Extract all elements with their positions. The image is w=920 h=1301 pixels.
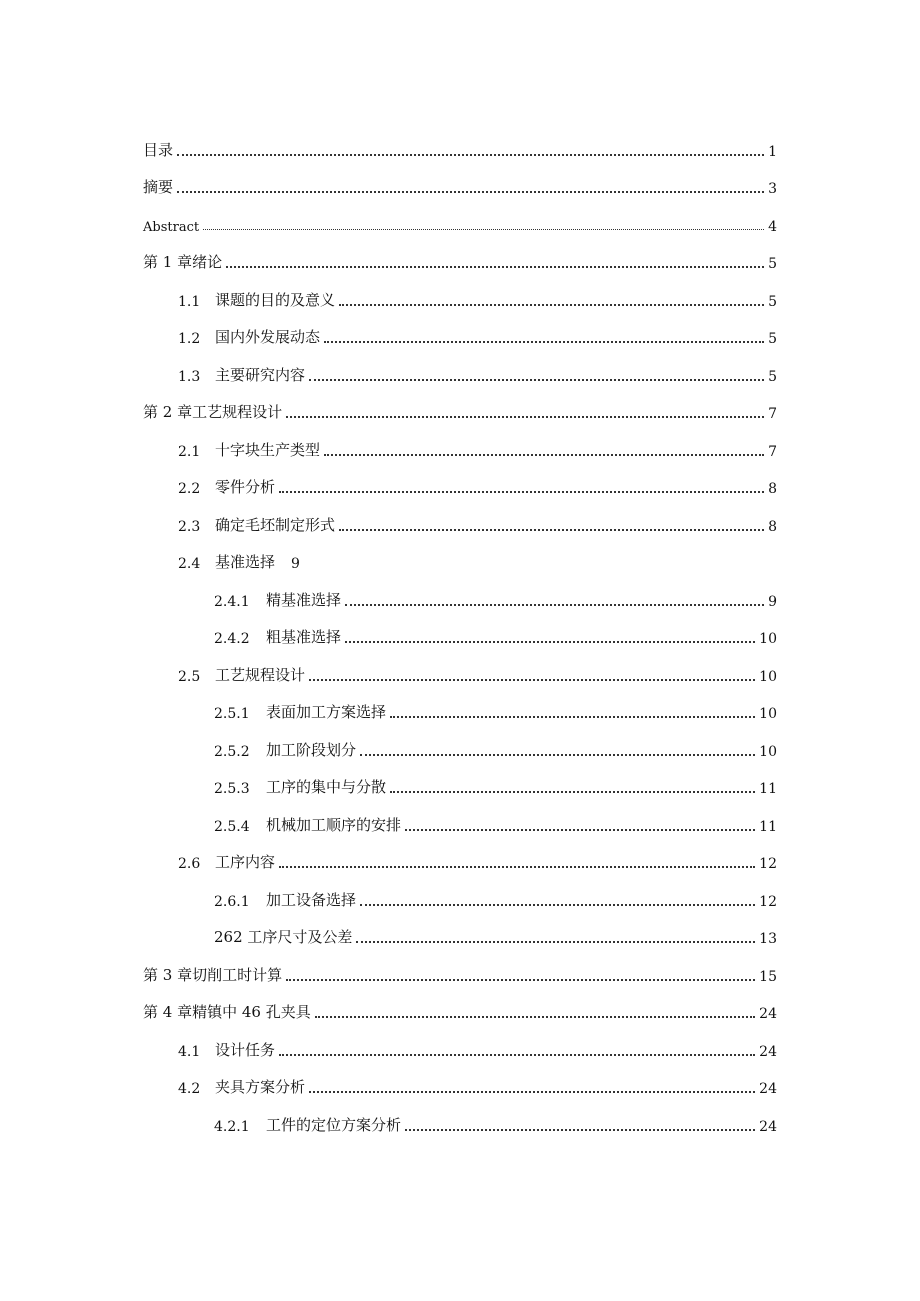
toc-page-number: 24 [759,1118,777,1135]
toc-dot-leader [390,716,755,718]
toc-dot-leader [279,491,764,493]
toc-row[interactable] [0,505,920,542]
toc-page-number: 5 [768,293,777,310]
toc-title: 工件的定位方案分析 [266,1115,402,1134]
toc-title: 设计任务 [215,1040,276,1059]
toc-page-number: 7 [768,443,777,460]
toc-page-number: 4 [768,218,777,235]
toc-title: 第 2 章工艺规程设计 [143,403,283,421]
toc-section-number: 4.2 [178,1081,201,1097]
toc-title: 确定毛坯制定形式 [215,515,336,534]
toc-section-number: 2.5.4 [214,818,250,835]
toc-title: 国内外发展动态 [215,328,321,346]
toc-page-number: 7 [768,406,777,422]
toc-row[interactable] [0,1068,920,1105]
toc-dot-leader [286,979,755,981]
toc-row[interactable] [0,205,920,242]
toc-dot-leader [360,754,755,756]
toc-title: 加工设备选择 [266,890,357,909]
toc-title: 工序的集中与分散 [266,778,387,796]
toc-section-number: 2.2 [178,481,201,497]
toc-title: Abstract [143,219,200,235]
toc-title: 第 1 章绪论 [143,253,223,271]
toc-row[interactable] [0,168,920,205]
toc-page-number: 3 [768,181,777,197]
toc-section-number: 2.5.2 [214,743,250,760]
toc-title: 表面加工方案选择 [266,703,387,721]
toc-dot-leader [345,604,764,606]
toc-title: 262 工序尺寸及公差 [214,928,353,946]
toc-page-number: 10 [759,706,777,722]
toc-row[interactable] [0,618,920,655]
toc-dot-leader [279,1054,755,1056]
toc-title: 第 4 章精镇中 46 孔夹具 [143,1003,311,1021]
toc-section-number: 2.6 [178,856,201,872]
toc-dot-leader [345,641,755,643]
toc-dot-leader [309,1091,755,1093]
toc-title: 精基准选择 [266,590,342,609]
toc-row[interactable] [0,843,920,880]
toc-page-number: 12 [759,856,777,872]
toc-title: 十字块生产类型 [215,440,321,459]
toc-row[interactable] [0,130,920,167]
toc-page-number: 8 [768,518,777,535]
toc-title: 课题的目的及意义 [215,290,336,309]
toc-page-number: 24 [759,1043,777,1060]
toc-page-number: 11 [759,781,777,797]
toc-row[interactable] [0,955,920,992]
toc-row[interactable] [0,655,920,692]
toc-page-number: 8 [768,481,777,497]
toc-dot-leader [339,304,764,306]
toc-dot-leader [360,904,755,906]
toc-page-number: 1 [768,143,777,160]
toc-section-number: 2.5.3 [214,781,250,797]
toc-dot-leader [203,229,764,230]
toc-dot-leader [177,154,764,156]
toc-page-number: 9 [291,556,300,572]
toc-dot-leader [177,191,764,193]
toc-row[interactable] [0,918,920,955]
toc-page-number: 11 [759,818,777,835]
toc-page-number: 10 [759,668,777,685]
toc-page-number: 15 [759,968,777,985]
toc-page-number: 12 [759,893,777,910]
toc-title: 机械加工顺序的安排 [266,815,402,834]
toc-dot-leader [405,1129,755,1131]
toc-row[interactable] [0,430,920,467]
toc-section-number: 1.2 [178,331,201,347]
toc-page-number: 10 [759,743,777,760]
toc-row[interactable] [0,1030,920,1067]
toc-title: 目录 [143,140,174,159]
toc-row[interactable] [0,580,920,617]
toc-section-number: 2.6.1 [214,893,250,910]
toc-dot-leader [309,679,755,681]
toc-page-number: 10 [759,631,777,647]
toc-dot-leader [339,529,764,531]
toc-dot-leader [405,829,755,831]
toc-title: 粗基准选择 [266,628,342,646]
toc-title: 主要研究内容 [215,365,306,384]
toc-page-number: 13 [759,931,777,947]
toc-dot-leader [390,791,755,793]
toc-section-number: 2.4.1 [214,593,250,610]
toc-section-number: 1.1 [178,293,201,310]
toc-title: 加工阶段划分 [266,740,357,759]
toc-row[interactable] [0,880,920,917]
toc-dot-leader [309,379,764,381]
toc-row[interactable] [0,1105,920,1142]
toc-page-number: 5 [768,368,777,385]
toc-dot-leader [286,416,764,418]
toc-section-number: 2.4.2 [214,631,250,647]
toc-row[interactable] [0,993,920,1030]
toc-row[interactable] [0,768,920,805]
toc-page-number: 5 [768,331,777,347]
toc-section-number: 2.3 [178,518,201,535]
toc-row[interactable] [0,355,920,392]
toc-title: 基准选择 [215,553,276,571]
toc-section-number: 1.3 [178,368,201,385]
toc-dot-leader [324,341,764,343]
toc-title: 工序内容 [215,853,276,871]
toc-row[interactable] [0,393,920,430]
toc-section-number: 4.1 [178,1043,201,1060]
toc-page-number: 24 [759,1081,777,1097]
toc-row[interactable] [0,280,920,317]
toc-section-number: 2.1 [178,443,201,460]
toc-title: 夹具方案分析 [215,1078,306,1096]
toc-row[interactable] [0,693,920,730]
toc-dot-leader [279,866,755,868]
toc-page-number: 24 [759,1006,777,1022]
toc-title: 摘要 [143,178,174,196]
toc-section-number: 2.5 [178,668,201,685]
toc-title: 工艺规程设计 [215,665,306,684]
toc-row[interactable] [0,543,920,580]
toc-title: 第 3 章切削工时计算 [143,965,283,984]
toc-section-number: 4.2.1 [214,1118,250,1135]
toc-row[interactable] [0,243,920,280]
toc-dot-leader [226,266,764,268]
toc-section-number: 2.5.1 [214,706,250,722]
toc-page-number: 9 [768,593,777,610]
toc-row[interactable] [0,318,920,355]
toc-section-number: 2.4 [178,556,201,572]
toc-dot-leader [315,1016,755,1018]
toc-row[interactable] [0,468,920,505]
toc-title: 零件分析 [215,478,276,496]
toc-row[interactable] [0,805,920,842]
toc-dot-leader [324,454,764,456]
toc-row[interactable] [0,730,920,767]
toc-page-number: 5 [768,256,777,272]
toc-dot-leader [356,941,755,943]
